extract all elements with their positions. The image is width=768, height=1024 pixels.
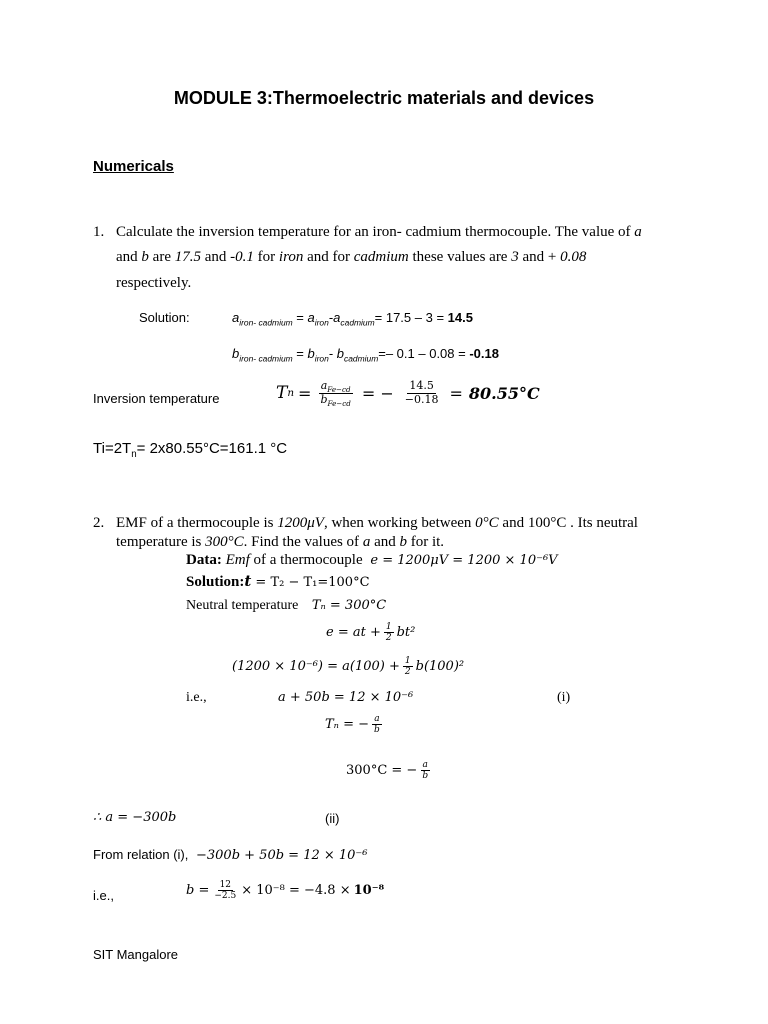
- therefore-equation: ∴ a = −300b: [93, 810, 177, 825]
- substitution-equation: (1200 × 10⁻⁶) = a(100) + $\frac{1}{2}$ b(100)²: [232, 656, 465, 678]
- data-line: Data: Emf of a thermocouple e = 1200μV = 1200 × 10⁻⁶V: [186, 552, 558, 568]
- question-1-line-1: Calculate the inversion temperature for an iron- cadmium thermocouple. The value of a: [116, 224, 642, 240]
- section-heading: Numericals: [93, 158, 174, 175]
- question-1-line-3: respectively.: [116, 275, 192, 291]
- neutral-temperature-line: Neutral temperature Tₙ = 300°C: [186, 598, 387, 613]
- ie-label-1: i.e.,: [186, 690, 207, 705]
- b-value-equation: b = $\frac{12}{-2.5}$ × 10⁻⁸ = −4.8 × 10⁻⁸: [186, 880, 385, 902]
- page-title: MODULE 3:Thermoelectric materials and devices: [173, 88, 595, 108]
- question-2-line-2: temperature is 300°C. Find the values of a and b for it.: [116, 534, 445, 550]
- equation-i-tag: (i): [557, 690, 571, 705]
- tn-ratio-equation: Tₙ = − $\frac{a}{b}$: [325, 714, 380, 736]
- ie-label-2: i.e.,: [93, 888, 114, 903]
- equation-ii-tag: (ii): [325, 811, 340, 826]
- question-2-number: 2.: [93, 515, 105, 531]
- emf-equation: e = at + $\frac{1}{2}$ bt²: [326, 622, 416, 644]
- t300-ratio-equation: 300°C = − $\frac{a}{b}$: [346, 760, 429, 782]
- ti-equation: $Ti=2T_n= 2x80.55^\circ C=161.1$ °C: [93, 440, 288, 460]
- inversion-temperature-label: Inversion temperature: [93, 391, 220, 406]
- equation-i: a + 50b = 12 × 10⁻⁶: [278, 690, 414, 705]
- question-2-line-1: EMF of a thermocouple is 1200μV, when working between 0°C and 100°C . Its neutral: [116, 515, 638, 531]
- from-relation-line: From relation (i), −300b + 50b = 12 × 10⁻⁶: [93, 847, 368, 863]
- a-difference-equation: $a_{iron- cadmium} = a_{iron}-a_{cadmium}= 17.5 - 3 = 14.5$: [232, 310, 473, 328]
- footer: SIT Mangalore: [93, 947, 179, 962]
- inversion-temperature-equation: T n = $\frac{a_{Fe-cd}}{b_{Fe-cd}}$ = − $\frac{14.5}{-0.18}$ = 80.55°C: [276, 379, 540, 408]
- q2-solution-line: Solution:t = T₂ − T₁=100°C: [186, 572, 370, 590]
- question-1-number: 1.: [93, 224, 105, 240]
- solution-label: Solution:: [139, 310, 190, 325]
- b-difference-equation: $b_{iron- cadmium} = b_{iron}-$ $b_{cadmium}=-$ 0.1 – 0.08 = -0.18: [232, 346, 499, 364]
- question-1-line-2: and b are 17.5 and -0.1 for iron and for cadmium these values are 3 and + 0.08: [116, 249, 587, 265]
